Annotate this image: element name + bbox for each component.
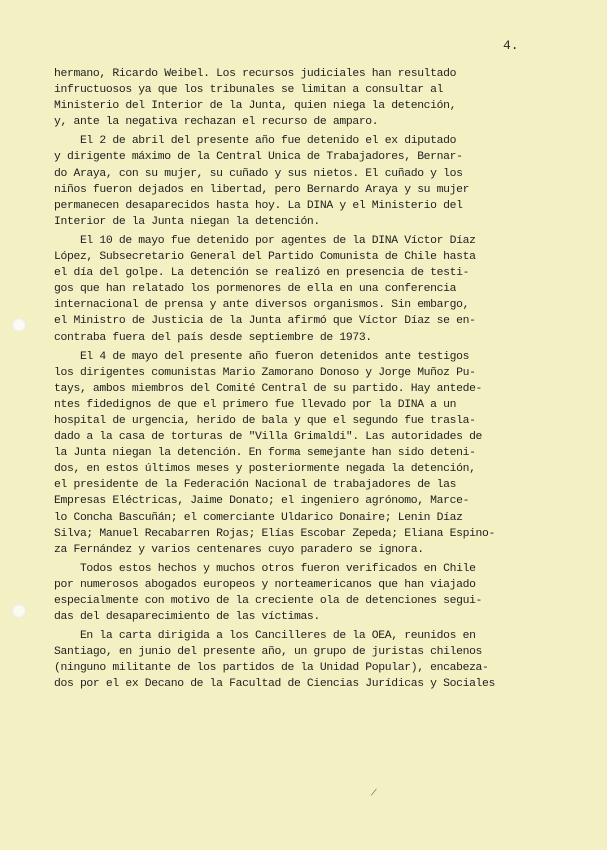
text-line: Empresas Eléctricas, Jaime Donato; el ingeniero agrónomo, Marce- <box>54 495 470 508</box>
text-line: dos, en estos últimos meses y posteriormente negada la detención, <box>54 463 476 476</box>
body-text <box>54 66 579 693</box>
text-line: hospital de urgencia, herido de bala y que el segundo fue trasla- <box>54 414 476 427</box>
text-line: y dirigente máximo de la Central Unica de Trabajadores, Bernar- <box>54 151 463 164</box>
text-line: das del desaparecimiento de las víctimas. <box>54 611 320 624</box>
text-line: Todos estos hechos y muchos otros fueron verificados en Chile <box>54 562 476 575</box>
punch-hole <box>12 604 26 618</box>
text-line: En la carta dirigida a los Cancilleres de la OEA, reunidos en <box>54 630 476 643</box>
text-line: El 10 de mayo fue detenido por agentes de la DINA Víctor Díaz <box>54 234 476 247</box>
text-line: gos que han relatado los pormenores de ella en una conferencia <box>54 283 457 296</box>
paragraph <box>54 233 579 346</box>
text-line: por numerosos abogados europeos y norteamericanos que han viajado <box>54 578 476 591</box>
text-line: Silva; Manuel Recabarren Rojas; Elías Escobar Zepeda; Eliana Espino- <box>54 527 496 540</box>
text-line: el día del golpe. La detención se realizó en presencia de testi- <box>54 267 470 280</box>
text-line: permanecen desaparecidos hasta hoy. La DINA y el Ministerio del <box>54 199 463 212</box>
text-line: y, ante la negativa rechazan el recurso de amparo. <box>54 116 379 129</box>
text-line: dado a la casa de torturas de "Villa Grimaldi". Las autoridades de <box>54 431 483 444</box>
text-line: El 2 de abril del presente año fue detenido el ex diputado <box>54 135 457 148</box>
paragraph <box>54 66 579 130</box>
page-number: 4. <box>503 38 519 53</box>
punch-hole <box>12 318 26 332</box>
text-line: El 4 de mayo del presente año fueron detenidos ante testigos <box>54 350 470 363</box>
paragraph <box>54 133 579 230</box>
text-line: especialmente con motivo de la creciente ola de detenciones segui- <box>54 595 483 607</box>
text-line: Interior de la Junta niegan la detención. <box>54 215 320 228</box>
text-line: Santiago, en junio del presente año, un grupo de juristas chilenos <box>54 646 483 659</box>
text-line: dos por el ex Decano de la Facultad de Ciencias Jurídicas y Sociales <box>54 678 496 691</box>
text-line: niños fueron dejados en libertad, pero Bernardo Araya y su mujer <box>54 183 470 196</box>
text-line: lo Concha Bascuñán; el comerciante Uldarico Donaire; Lenin Díaz <box>54 511 463 524</box>
text-line: los dirigentes comunistas Mario Zamorano Donoso y Jorge Muñoz Pu- <box>54 366 476 379</box>
paragraph <box>54 628 579 692</box>
text-line: ntes fidedignos de que el primero fue llevado por la DINA a un <box>54 398 457 411</box>
text-line: el Ministro de Justicia de la Junta afirmó que Víctor Díaz se en- <box>54 315 476 328</box>
text-line: la Junta niegan la detención. En forma semejante han sido deteni- <box>54 447 476 460</box>
paragraph <box>54 561 579 625</box>
text-line: contraba fuera del país desde septiembre de 1973. <box>54 331 372 344</box>
text-line: López, Subsecretario General del Partido Comunista de Chile hasta <box>54 251 476 264</box>
text-line: do Araya, con su mujer, su cuñado y sus nietos. El cuñado y los <box>54 167 463 180</box>
text-line: Ministerio del Interior de la Junta, quien niega la detención, <box>54 100 457 113</box>
text-line: el presidente de la Federación Nacional de trabajadores de las <box>54 479 457 492</box>
text-line: internacional de prensa y ante diversos organismos. Sin embargo, <box>54 299 470 312</box>
text-line: hermano, Ricardo Weibel. Los recursos judiciales han resultado <box>54 68 457 80</box>
text-line: za Fernández y varios centenares cuyo paradero se ignora. <box>54 543 424 556</box>
text-line: tays, ambos miembros del Comité Central de su partido. Hay antede- <box>54 382 483 395</box>
handwritten-mark: / <box>369 784 378 800</box>
text-line: (ninguno militante de los partidos de la Unidad Popular), encabeza- <box>54 662 489 675</box>
paragraph <box>54 349 579 558</box>
text-line: infructuosos ya que los tribunales se limitan a consultar al <box>54 84 444 97</box>
